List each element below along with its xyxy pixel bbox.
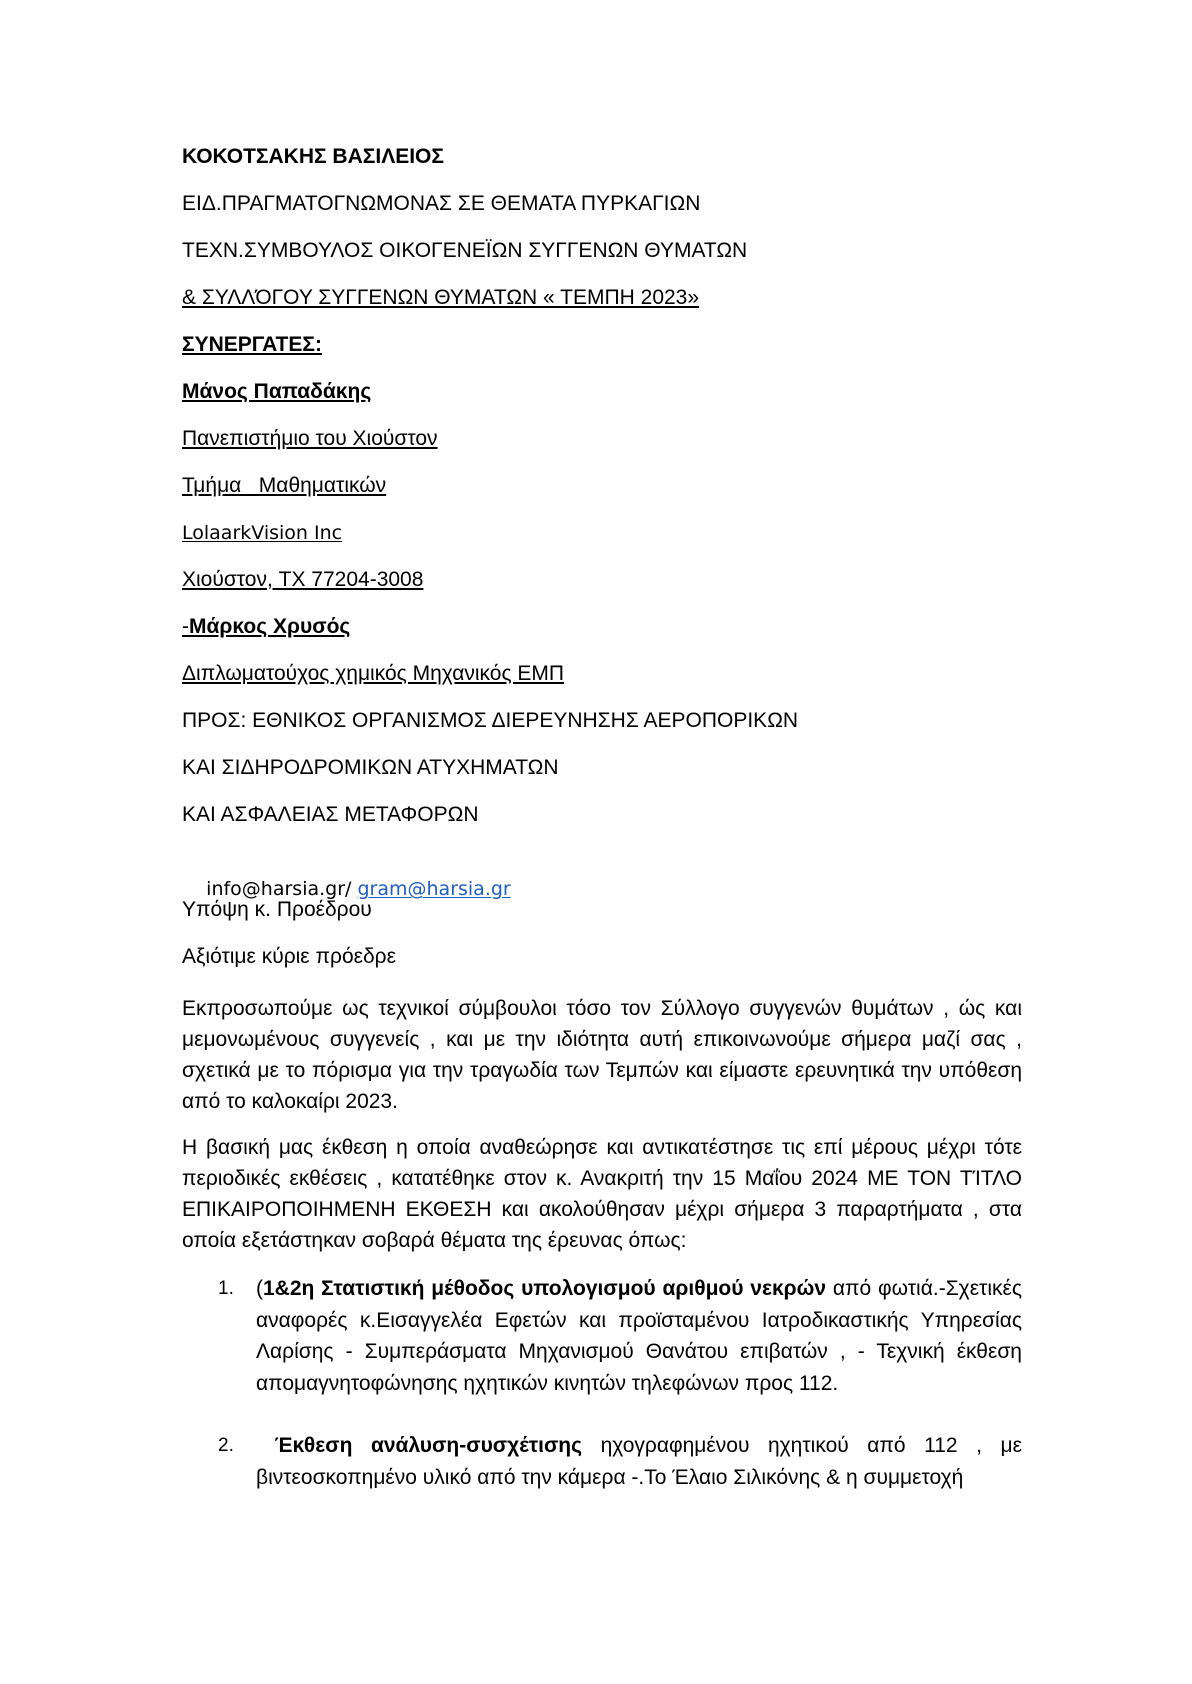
author-role-3: & ΣΥΛΛΌΓΟΥ ΣΥΓΓΕΝΩΝ ΘΥΜΑΤΩΝ « ΤΕΜΠΗ 2023» [182,286,700,309]
collaborators-heading: ΣΥΝΕΡΓΑΤΕΣ: [182,333,322,356]
collaborator-2-dash: - [182,615,189,638]
collaborator-2-title: Διπλωματούχος χημικός Μηχανικός ΕΜΠ [182,662,565,685]
list-item-prefix [256,1434,275,1457]
list-item-prefix: ( [256,1277,263,1300]
collaborator-1-company: LolaarkVision Inc [182,522,343,544]
list-item-rest: από φωτιά.-Σχετικές αναφορές κ.Εισαγγελέα Εφετών και προϊσταμένου Ιατροδικαστικής Υπηρεσίας Λαρίσης - Συμπεράσματα Μηχανισμού Θανάτου επιβατών , - Τεχνική έκθεση απομαγνητοφώνησης ηχητικών κινητών τηλεφώνων προς 112. [256,1277,1023,1395]
collaborator-1-name: Μάνος Παπαδάκης [182,380,372,403]
collaborator-1-address: Χιούστον, TX 77204-3008 [182,568,424,591]
recipient-line-1: ΠΡΟΣ: ΕΘΝΙΚΟΣ ΟΡΓΑΝΙΣΜΟΣ ΔΙΕΡΕΥΝΗΣΗΣ ΑΕΡΟΠΟΡΙΚΩΝ [182,709,799,732]
salutation: Αξιότιμε κύριε πρόεδρε [182,945,396,968]
author-name: ΚΟΚΟΤΣΑΚΗΣ ΒΑΣΙΛΕΙΟΣ [182,145,444,168]
list-item [182,1430,1022,1493]
list-item-rest: ηχογραφημένου ηχητικού από 112 , με βιντεοσκοπημένο υλικό από την κάμερα -.Το Έλαιο Σιλικόνης & η συμμετοχή [256,1434,1023,1489]
list-item-bold: Έκθεση ανάλυση-συσχέτισης [274,1434,583,1457]
list-item-text [256,1430,1022,1493]
list-item-bold: 1&2η Στατιστική μέθοδος υπολογισμού αριθμού νεκρών [263,1277,827,1300]
collaborator-1-university: Πανεπιστήμιο του Χιούστον [182,427,438,450]
email-link[interactable]: gram@harsia.gr [357,878,511,900]
collaborator-2 [182,614,1022,640]
list-item-number: 2. [218,1435,234,1456]
recipient-line-3: ΚΑΙ ΑΣΦΑΛΕΙΑΣ ΜΕΤΑΦΟΡΩΝ [182,803,479,826]
recipient-line-2: ΚΑΙ ΣΙΔΗΡΟΔΡΟΜΙΚΩΝ ΑΤΥΧΗΜΑΤΩΝ [182,756,559,779]
author-role-2: ΤΕΧΝ.ΣΥΜΒΟΥΛΟΣ ΟΙΚΟΓΕΝΕΪΩΝ ΣΥΓΓΕΝΩΝ ΘΥΜΑΤΩΝ [182,239,748,262]
list-item-number: 1. [218,1278,234,1299]
body-paragraph-2: Η βασική μας έκθεση η οποία αναθεώρησε και αντικατέστησε τις επί μέρους μέχρι τότε περιοδικές εκθέσεις , κατατέθηκε στον κ. Ανακριτή την 15 Μαΐου 2024 ΜΕ ΤΟΝ ΤΊΤΛΟ ΕΠΙΚΑΙΡΟΠΟΙΗΜΕΝΗ ΕΚΘΕΣΗ και ακολούθησαν μέχρι σήμερα 3 παραρτήματα , στα οποία εξετάστηκαν σοβαρά θέματα της έρευνας όπως: [182,1136,1022,1252]
attention-line: Υπόψη κ. Προέδρου [182,898,372,921]
email-plain: info@harsia.gr/ [206,878,358,900]
collaborator-1-department: Τμήμα Μαθηματικών [182,474,387,497]
collaborator-2-name: Μάρκος Χρυσός [189,615,351,638]
list-item-text [256,1273,1022,1399]
list-item [182,1273,1022,1399]
body-paragraph-1: Εκπροσωπούμε ως τεχνικοί σύμβουλοι τόσο τον Σύλλογο συγγενών θυμάτων , ώς και μεμονωμένους συγγενείς , και με την ιδιότητα αυτή επικοινωνούμε σήμερα μαζί σας , σχετικά με το πόρισμα για την τραγωδία των Τεμπών και είμαστε ερευνητικά την υπόθεση από το καλοκαίρι 2023. [182,997,1022,1113]
author-role-1: ΕΙΔ.ΠΡΑΓΜΑΤΟΓΝΩΜΟΝΑΣ ΣΕ ΘΕΜΑΤΑ ΠΥΡΚΑΓΙΩΝ [182,192,701,215]
